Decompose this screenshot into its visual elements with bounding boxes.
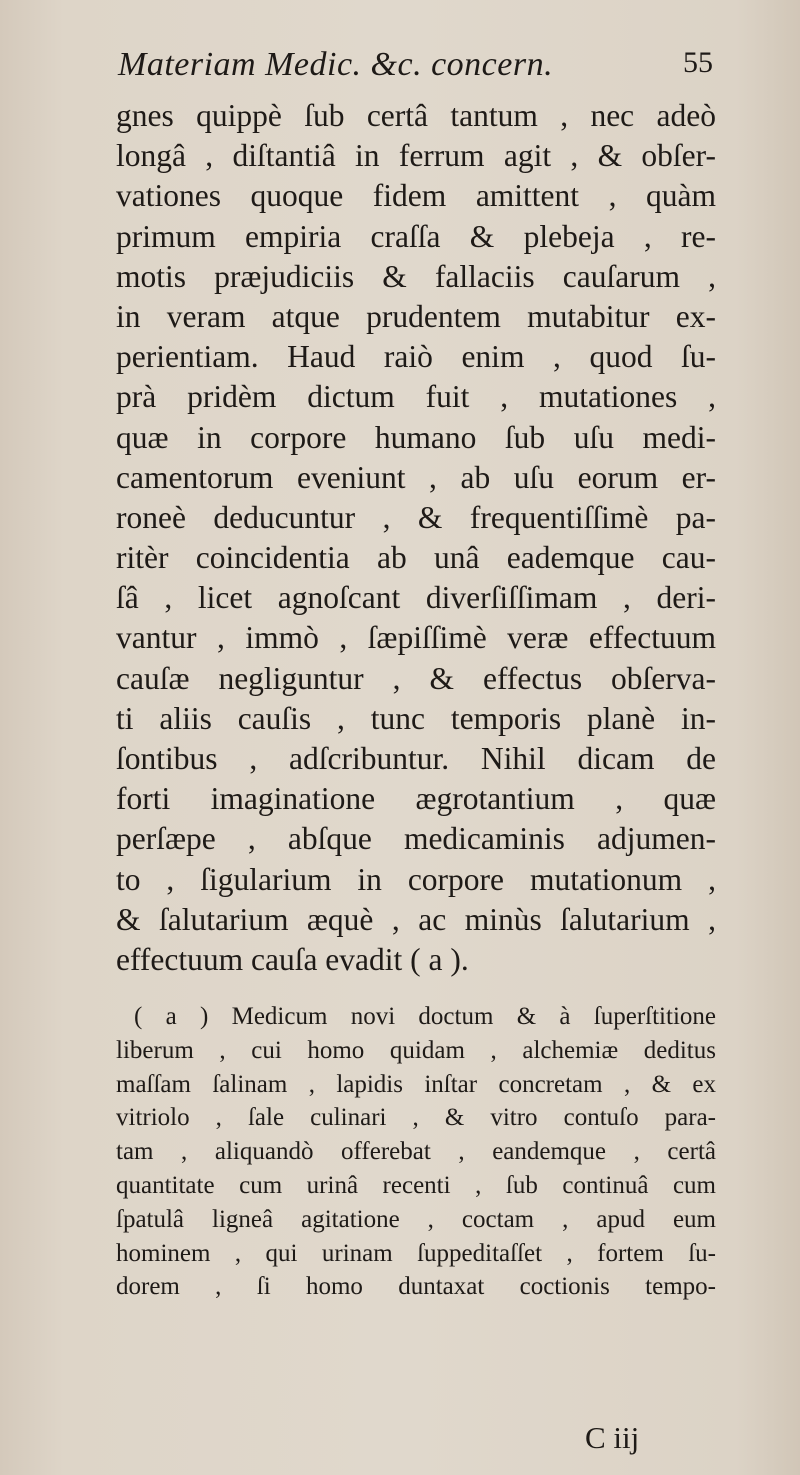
text-line: ti aliis cauſis , tunc temporis planè in- [116, 700, 716, 736]
text-line: roneè deducuntur , & frequentiſſimè pa- [116, 499, 716, 535]
text-line: perientiam. Haud raiò enim , quod ſu- [116, 339, 716, 375]
text-line: gnes quippè ſub certâ tantum , nec adeò [116, 98, 716, 133]
main-text [116, 96, 716, 980]
footnote-line: quantitate cum urinâ recenti , ſub continuâ cum [116, 1171, 716, 1199]
footnote-line: vitriolo , ſale culinari , & vitro contuſo para- [116, 1104, 716, 1132]
text-line: prà pridèm dictum fuit , mutationes , [116, 379, 716, 415]
text-line: ritèr coincidentia ab unâ eademque cau- [116, 540, 716, 576]
text-line: quæ in corpore humano ſub uſu medi- [116, 419, 716, 455]
text-line: vationes quoque fidem amittent , quàm [116, 178, 716, 214]
text-line: camentorum eveniunt , ab uſu eorum er- [116, 459, 716, 495]
footnote-line: tam , aliquandò offerebat , eandemque , certâ [116, 1138, 716, 1166]
text-line: motis præjudiciis & fallaciis cauſarum , [116, 258, 716, 294]
text-line: longâ , diſtantiâ in ferrum agit , & obſer- [116, 138, 716, 174]
signature-mark: C iij [585, 1420, 640, 1455]
footnote [116, 1000, 716, 1304]
footnote-line: liberum , cui homo quidam , alchemiæ deditus [116, 1036, 716, 1064]
page-header [118, 46, 713, 86]
text-line: ſontibus , adſcribuntur. Nihil dicam de [116, 741, 716, 776]
text-line: forti imaginatione ægrotantium , quæ [116, 781, 716, 817]
running-head: Materiam Medic. &c. concern. [118, 46, 554, 83]
text-line-last: effectuum cauſa evadit ( a ). [116, 941, 469, 977]
footnote-line: maſſam ſalinam , lapidis inſtar concretam , & ex [116, 1070, 716, 1098]
text-line: to , ſigularium in corpore mutationum , [116, 861, 716, 897]
footnote-line: ( a ) Medicum novi doctum & à ſuperſtitione [134, 1003, 716, 1030]
text-line: & ſalutarium æquè , ac minùs ſalutarium , [116, 901, 716, 937]
text-line: perſæpe , abſque medicaminis adjumen- [116, 821, 716, 857]
footnote-line: hominem , qui urinam ſuppeditaſſet , fortem ſu- [116, 1239, 716, 1267]
footnote-line: dorem , ſi homo duntaxat coctionis tempo- [116, 1273, 716, 1301]
page-number: 55 [683, 46, 713, 79]
text-line: primum empiria craſſa & plebeja , re- [116, 218, 716, 254]
footnote-line: ſpatulâ ligneâ agitatione , coctam , apud eum [116, 1205, 716, 1233]
text-line: in veram atque prudentem mutabitur ex- [116, 298, 716, 334]
text-line: vantur , immò , ſæpiſſimè veræ effectuum [116, 620, 716, 656]
text-line: ſâ , licet agnoſcant diverſiſſimam , deri- [116, 580, 716, 616]
text-line: cauſæ negliguntur , & effectus obſerva- [116, 660, 716, 696]
